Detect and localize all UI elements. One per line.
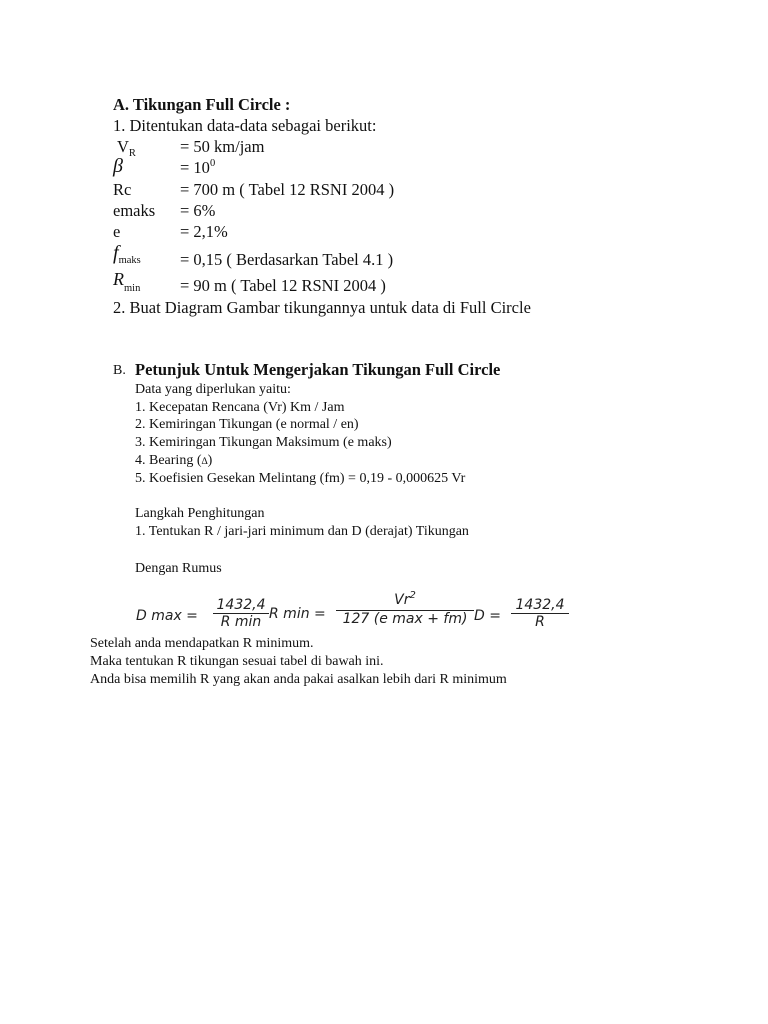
data-row-emaks: [0, 201, 768, 223]
value-beta: = $10^0$: [180, 158, 216, 177]
data-row-rmin: [0, 270, 768, 298]
rmin-denominator: 127 (e max + fm): [336, 610, 474, 627]
dmax-label: D max =: [136, 608, 198, 624]
dmax-denominator: R min: [213, 613, 269, 630]
delta-symbol: ∆: [201, 456, 208, 467]
data-row-e: [0, 222, 768, 244]
symbol-vr: $V_R$: [117, 137, 136, 159]
rmin-numerator: Vr$^2$: [394, 590, 416, 608]
data-row-rc: [0, 180, 768, 202]
symbol-emaks: emaks: [113, 201, 156, 220]
symbol-fmaks: $f_{maks}$: [113, 242, 141, 266]
rmin-label: R min =: [269, 606, 326, 622]
symbol-beta: β: [113, 155, 123, 177]
dmax-numerator: 1432,4: [216, 597, 266, 613]
formula-intro: Dengan Rumus: [135, 561, 222, 576]
steps-title: Langkah Penghitungan: [135, 506, 265, 521]
list-item: 3. Kemiringan Tikungan Maksimum (e maks): [135, 435, 392, 450]
list-item: 5. Koefisien Gesekan Melintang (fm) = 0,19 - 0,000625 Vr: [135, 471, 466, 486]
list-item: 4. Bearing (∆): [135, 453, 213, 468]
section-a-item-1: 1. Ditentukan data-data sebagai berikut:: [113, 116, 377, 135]
value-rc: = 700 m ( Tabel 12 RSNI 2004 ): [180, 180, 395, 199]
d-label: D =: [474, 608, 501, 624]
d-denominator: R: [511, 613, 569, 630]
footer-line-3: Anda bisa memilih R yang akan anda pakai asalkan lebih dari R minimum: [90, 672, 507, 687]
d-fraction: [511, 597, 569, 630]
dmax-fraction: [213, 597, 269, 630]
footer-line-1: Setelah anda mendapatkan R minimum.: [90, 636, 314, 651]
data-row-beta: [0, 155, 768, 182]
footer-line-2: Maka tentukan R tikungan sesuai tabel di bawah ini.: [90, 654, 384, 669]
rmin-fraction: [336, 592, 474, 627]
symbol-rmin: $R_{min}$: [113, 269, 141, 294]
value-e: = 2,1%: [180, 222, 228, 241]
section-a-item-2: 2. Buat Diagram Gambar tikungannya untuk data di Full Circle: [113, 298, 531, 317]
step-1: 1. Tentukan R / jari-jari minimum dan D (derajat) Tikungan: [135, 524, 469, 539]
value-vr: = 50 km/jam: [180, 137, 265, 156]
value-emaks: = 6%: [180, 201, 216, 220]
list-item: 2. Kemiringan Tikungan (e normal / en): [135, 417, 359, 432]
value-fmaks: = 0,15 ( Berdasarkan Tabel 4.1 ): [180, 250, 394, 269]
symbol-rc: Rc: [113, 180, 132, 199]
section-b-title: Petunjuk Untuk Mengerjakan Tikungan Full Circle: [135, 360, 501, 379]
section-b-marker: B.: [113, 363, 126, 378]
section-b-intro: Data yang diperlukan yaitu:: [135, 382, 291, 397]
list-item: 1. Kecepatan Rencana (Vr) Km / Jam: [135, 400, 345, 415]
symbol-e: e: [113, 222, 121, 241]
value-rmin: = 90 m ( Tabel 12 RSNI 2004 ): [180, 276, 386, 295]
d-numerator: 1432,4: [515, 597, 565, 613]
section-a-title: A. Tikungan Full Circle :: [113, 95, 291, 114]
